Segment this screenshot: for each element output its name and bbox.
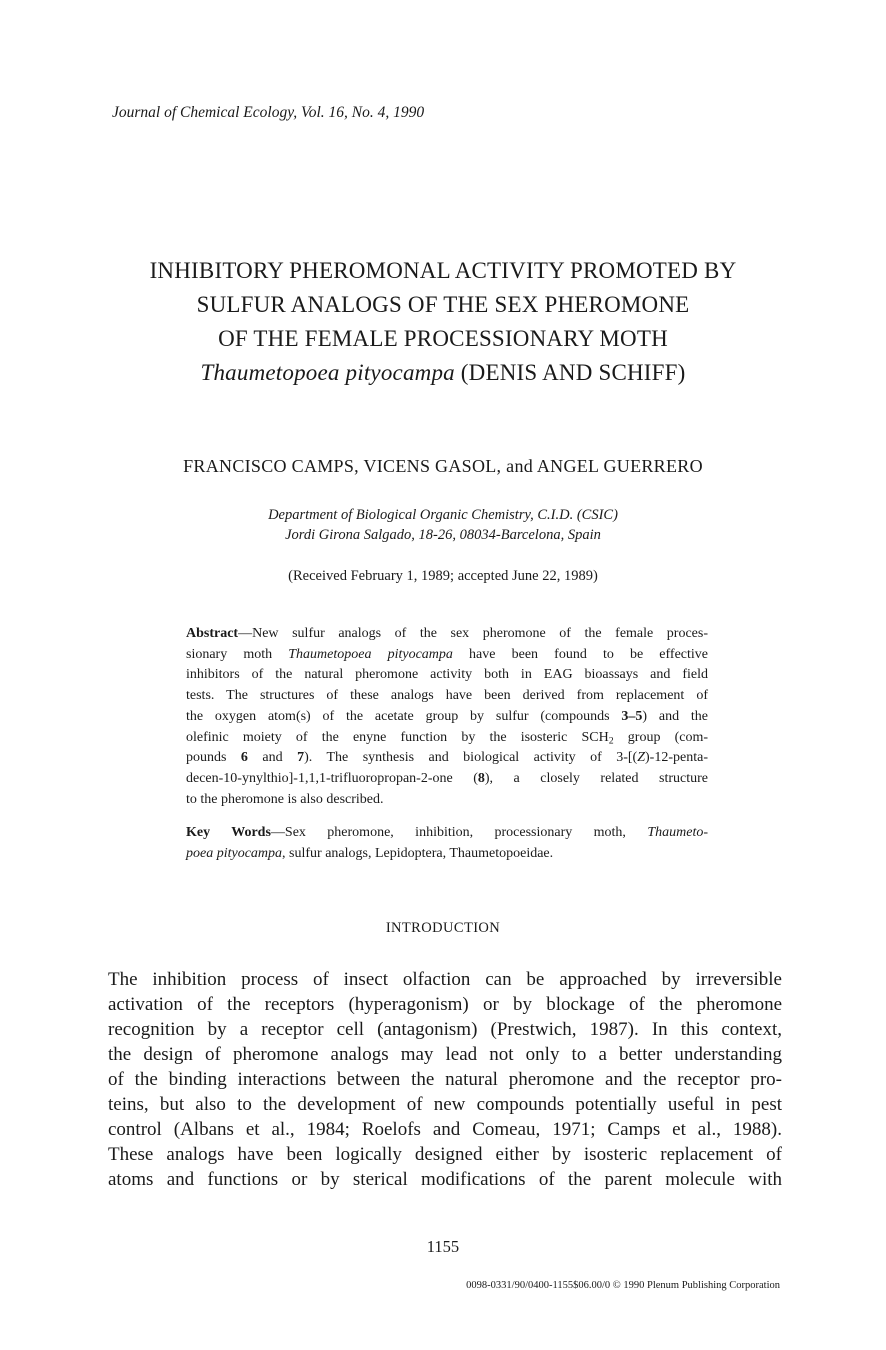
keywords-line xyxy=(186,844,708,865)
body-line: control (Albans et al., 1984; Roelofs and Comeau, 1971; Camps et al., 1988). xyxy=(108,1119,782,1140)
body-line: The inhibition process of insect olfaction can be approached by irreversible xyxy=(108,969,782,990)
compound-ref: 8 xyxy=(477,770,485,786)
title-authority: (DENIS AND SCHIFF) xyxy=(454,360,686,385)
body-line: teins, but also to the development of new compounds potentially useful in pest xyxy=(108,1094,782,1115)
body-paragraph xyxy=(108,967,782,1192)
body-line: recognition by a receptor cell (antagonism) (Prestwich, 1987). In this context, xyxy=(108,1019,782,1040)
abstract-text: group (com- xyxy=(613,729,709,745)
body-line: atoms and functions or by sterical modifications of the parent molecule with xyxy=(108,1169,782,1190)
abstract-line xyxy=(186,769,708,790)
title-species: Thaumetopoea pityocampa xyxy=(200,360,455,385)
keywords-line xyxy=(186,823,708,844)
body-line: activation of the receptors (hyperagonism) or by blockage of the pheromone xyxy=(108,994,782,1015)
page-number: 1155 xyxy=(426,1237,460,1256)
keywords-label: Key Words xyxy=(186,825,271,840)
abstract-line xyxy=(186,707,708,728)
abstract-text: ) and the xyxy=(642,708,708,724)
abstract-text: ). The synthesis and biological activity of 3-[( xyxy=(304,750,638,766)
compound-ref: 6 xyxy=(240,750,248,766)
abstract-text: and xyxy=(247,750,298,766)
stereo-descriptor: Z xyxy=(637,750,646,766)
abstract-text: have been found to be effective xyxy=(452,646,709,662)
abstract-text: —New sulfur analogs of the sex pheromone of the female proces- xyxy=(238,626,708,641)
body-line: of the binding interactions between the natural pheromone and the receptor pro- xyxy=(108,1069,782,1090)
abstract-text: sionary moth xyxy=(186,646,289,662)
abstract-species: Thaumetopoea pityocampa xyxy=(288,646,453,662)
journal-citation: Journal of Chemical Ecology, Vol. 16, No. 4, 1990 xyxy=(112,104,425,121)
title-line-2: SULFUR ANALOGS OF THE SEX PHEROMONE xyxy=(196,292,690,317)
title-line-1: INHIBITORY PHEROMONAL ACTIVITY PROMOTED BY xyxy=(149,258,737,283)
keywords-text: —Sex pheromone, inhibition, processionary moth, xyxy=(270,825,648,840)
body-line: the design of pheromone analogs may lead not only to a better understanding xyxy=(108,1044,782,1065)
affiliation xyxy=(40,505,846,545)
abstract-text: ), a closely related structure xyxy=(484,770,709,786)
keywords-species: poea pityocampa xyxy=(186,845,283,861)
subscript: 2 xyxy=(608,734,614,746)
affiliation-line-1: Department of Biological Organic Chemistry, C.I.D. (CSIC) xyxy=(268,507,618,523)
abstract-text: olefinic moiety of the enyne function by the isosteric SCH xyxy=(186,729,609,745)
keywords-text: , sulfur analogs, Lepidoptera, Thaumetopoeidae. xyxy=(282,845,554,861)
abstract-line xyxy=(186,748,708,769)
abstract-line xyxy=(186,645,708,666)
abstract-text: )-12-penta- xyxy=(645,750,708,766)
abstract xyxy=(186,624,708,810)
abstract-text: pounds xyxy=(186,750,241,766)
key-words xyxy=(186,823,708,864)
abstract-line: to the pheromone is also described. xyxy=(186,791,384,807)
abstract-text: decen-10-ynylthio]-1,1,1-trifluoropropan-2-one ( xyxy=(186,770,478,786)
abstract-line xyxy=(186,728,708,749)
compound-ref: 3–5 xyxy=(621,708,643,724)
affiliation-line-2: Jordi Girona Salgado, 18-26, 08034-Barcelona, Spain xyxy=(285,527,601,543)
title-line-4 xyxy=(40,356,846,390)
copyright-footer: 0098-0331/90/0400-1155$06.00/0 © 1990 Plenum Publishing Corporation xyxy=(466,1280,780,1291)
article-title xyxy=(40,254,846,390)
body-line: These analogs have been logically designed either by isosteric replacement of xyxy=(108,1144,782,1165)
abstract-text: the oxygen atom(s) of the acetate group by sulfur (compounds xyxy=(186,708,622,724)
compound-ref: 7 xyxy=(297,750,305,766)
received-dates: (Received February 1, 1989; accepted June 22, 1989) xyxy=(288,568,598,584)
abstract-line: tests. The structures of these analogs have been derived from replacement of xyxy=(186,688,708,704)
author-list: FRANCISCO CAMPS, VICENS GASOL, and ANGEL GUERRERO xyxy=(183,456,703,476)
abstract-line: inhibitors of the natural pheromone activity both in EAG bioassays and field xyxy=(186,667,708,683)
keywords-species: Thaumeto- xyxy=(647,825,708,840)
title-line-3: OF THE FEMALE PROCESSIONARY MOTH xyxy=(218,326,668,351)
abstract-line xyxy=(186,624,708,645)
abstract-label: Abstract xyxy=(186,626,239,641)
section-heading-introduction: INTRODUCTION xyxy=(385,920,501,936)
